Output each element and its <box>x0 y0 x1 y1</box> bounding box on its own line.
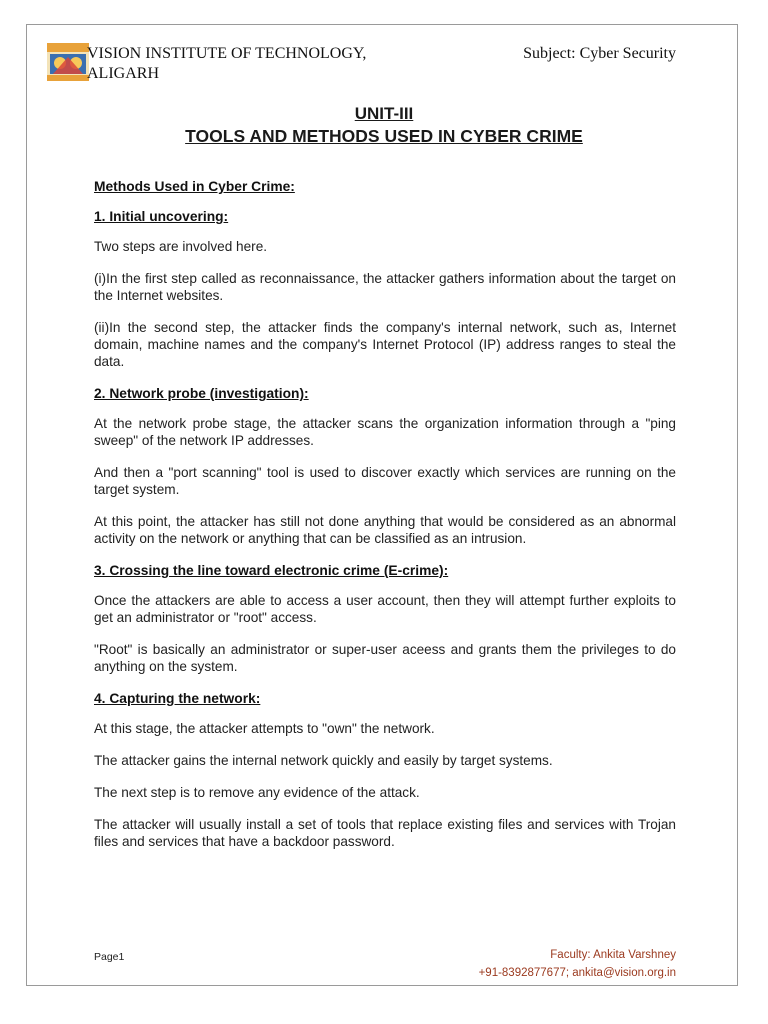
paragraph: At this stage, the attacker attempts to "own" the network. <box>94 721 435 736</box>
footer-faculty-info <box>479 946 676 982</box>
paragraph: The attacker gains the internal network quickly and easily by target systems. <box>94 753 553 768</box>
paragraph: The next step is to remove any evidence of the attack. <box>94 785 420 800</box>
subject-label: Subject: Cyber Security <box>523 45 676 62</box>
faculty-contact: +91-8392877677; ankita@vision.org.in <box>478 967 676 979</box>
paragraph: Two steps are involved here. <box>94 239 268 254</box>
institute-name <box>87 44 366 84</box>
paragraph: At this point, the attacker has still not done anything that would be considered as an abnormal activity on the network or anything that can be classified as an intrusion. <box>94 514 676 546</box>
subsection-heading-4: 4. Capturing the network: <box>94 691 261 706</box>
unit-title: UNIT-III <box>354 104 414 123</box>
paragraph: At the network probe stage, the attacker scans the organization information through a "ping sweep" of the network IP addresses. <box>94 416 676 448</box>
paragraph: "Root" is basically an administrator or super-user aceess and grants them the privileges to do anything on the system. <box>94 642 676 674</box>
subsection-heading-1: 1. Initial uncovering: <box>94 209 229 224</box>
document-body <box>94 178 676 865</box>
paragraph: The attacker will usually install a set of tools that replace existing files and services with Trojan files and services that have a backdoor password. <box>94 817 676 849</box>
institute-name-line1: VISION INSTITUTE OF TECHNOLOGY, <box>87 45 367 62</box>
page-number: Page1 <box>94 951 125 963</box>
subsection-heading-3: 3. Crossing the line toward electronic crime (E-crime): <box>94 563 449 578</box>
page-title: TOOLS AND METHODS USED IN CYBER CRIME <box>185 126 583 146</box>
section-heading: Methods Used in Cyber Crime: <box>94 179 295 194</box>
subsection-heading-2: 2. Network probe (investigation): <box>94 386 309 401</box>
paragraph: And then a "port scanning" tool is used to discover exactly which services are running on the target system. <box>94 465 676 497</box>
institute-logo-icon <box>47 43 89 81</box>
paragraph: (i)In the first step called as reconnaissance, the attacker gathers information about the target on the Internet websites. <box>94 271 676 303</box>
paragraph: (ii)In the second step, the attacker finds the company's internal network, such as, Internet domain, machine names and the company's Internet Protocol (IP) address ranges to steal the data. <box>94 320 676 369</box>
paragraph: Once the attackers are able to access a user account, then they will attempt further exploits to get an administrator or "root" access. <box>94 593 676 625</box>
institute-name-line2: ALIGARH <box>87 65 159 82</box>
faculty-name: Faculty: Ankita Varshney <box>550 949 676 961</box>
